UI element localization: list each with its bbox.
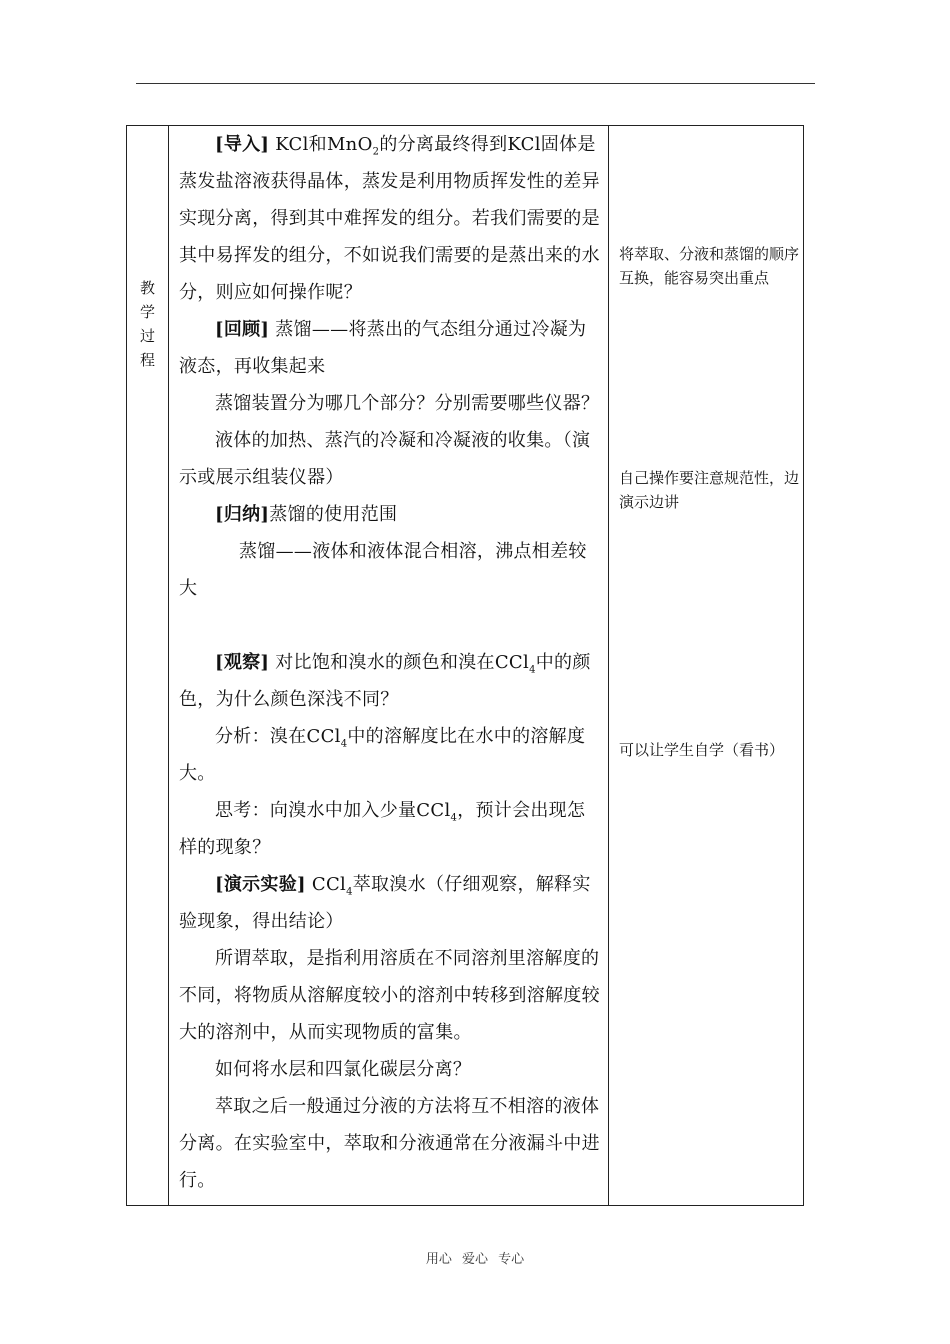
paragraph-demo: [演示实验] CCl$_4$萃取溴水（仔细观察，解释实验现象，得出结论） bbox=[179, 874, 591, 932]
tag-observe: [观察] bbox=[215, 652, 270, 673]
paragraph-intro: [导入] KCl和MnO$_2$的分离最终得到KCl固体是蒸发盐溶液获得晶体，蒸发是利用物质挥发性的差异实现分离，得到其中难挥发的组分。若我们需要的是其中易挥发的组分，不如说我们需要的是蒸出来的水分，则应如何操作呢？ bbox=[179, 134, 600, 303]
label-char: 程 bbox=[139, 351, 155, 369]
tag-demo: [演示实验] bbox=[215, 874, 306, 895]
paragraph-think: 思考：向溴水中加入少量CCl$_4$，预计会出现怎样的现象？ bbox=[179, 800, 586, 858]
note-2: 自己操作要注意规范性，边演示边讲 bbox=[619, 469, 800, 511]
header-rule bbox=[136, 83, 815, 84]
lesson-table bbox=[126, 125, 804, 1206]
page-footer: 用心 爱心 专心 bbox=[425, 1252, 525, 1267]
paragraph-distillation: 蒸馏——液体和液体混合相溶，沸点相差较大 bbox=[179, 541, 587, 599]
note-3: 可以让学生自学（看书） bbox=[619, 741, 785, 759]
column-divider bbox=[608, 126, 609, 1205]
paragraph-review: [回顾] 蒸馏——将蒸出的气态组分通过冷凝为液态，再收集起来 bbox=[179, 319, 587, 377]
label-char: 学 bbox=[139, 303, 155, 321]
paragraph-separation: 萃取之后一般通过分液的方法将互不相溶的液体分离。在实验室中，萃取和分液通常在分液漏斗中进行。 bbox=[179, 1096, 600, 1191]
paragraph-answer: 液体的加热、蒸汽的冷凝和冷凝液的收集。（演示或展示组装仪器） bbox=[179, 430, 591, 488]
paragraph-observe: [观察] 对比饱和溴水的颜色和溴在CCl$_4$中的颜色，为什么颜色深浅不同？ bbox=[179, 652, 591, 710]
tag-review: [回顾] bbox=[215, 319, 270, 340]
label-char: 教 bbox=[139, 279, 155, 297]
paragraph-extraction: 所谓萃取，是指利用溶质在不同溶剂里溶解度的不同，将物质从溶解度较小的溶剂中转移到溶解度较大的溶剂中，从而实现物质的富集。 bbox=[179, 948, 600, 1043]
tag-intro: [导入] bbox=[215, 134, 270, 155]
paragraph-summary: [归纳]蒸馏的使用范围 bbox=[215, 504, 398, 525]
paragraph-analysis: 分析：溴在CCl$_4$中的溶解度比在水中的溶解度大。 bbox=[179, 726, 586, 784]
section-label bbox=[127, 276, 168, 372]
paragraph-separation-question: 如何将水层和四氯化碳层分离？ bbox=[215, 1059, 472, 1080]
label-char: 过 bbox=[139, 327, 155, 345]
paragraph-question: 蒸馏装置分为哪几个部分？分别需要哪些仪器？ bbox=[215, 393, 600, 414]
note-1: 将萃取、分液和蒸馏的顺序互换，能容易突出重点 bbox=[619, 245, 800, 287]
tag-summary: [归纳] bbox=[215, 504, 270, 525]
teaching-content bbox=[179, 126, 603, 1199]
column-divider bbox=[168, 126, 169, 1205]
